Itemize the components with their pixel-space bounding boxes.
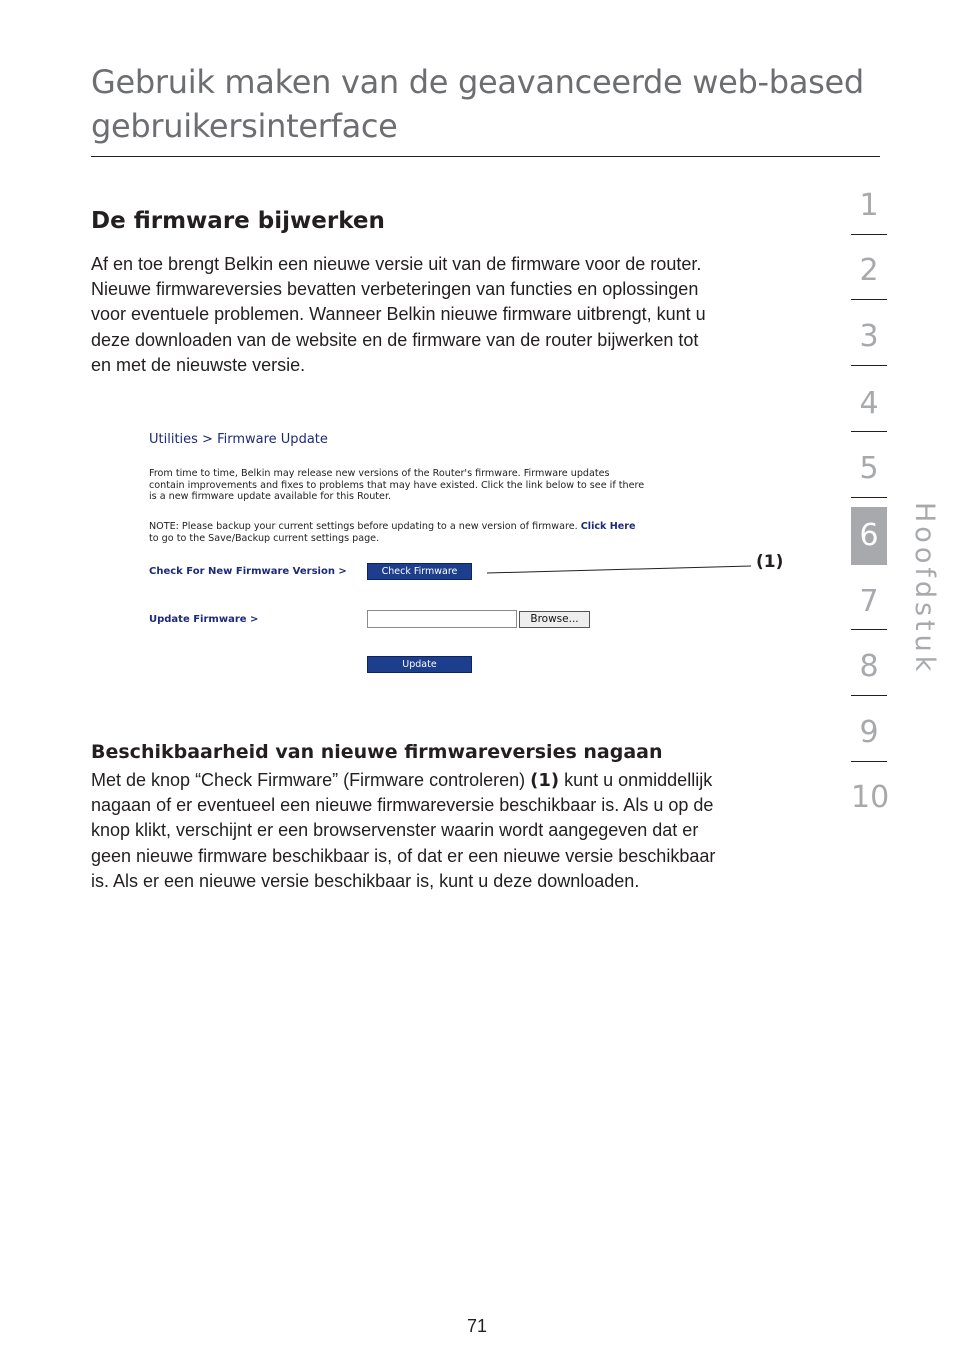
- section-paragraph-availability: [91, 768, 811, 894]
- section-heading-firmware: De firmware bijwerken: [91, 208, 385, 234]
- page-title-line-1: Gebruik maken van de geavanceerde web-based: [91, 63, 864, 101]
- paragraph-line: is. Als er een nieuwe versie beschikbaar is, kunt u deze downloaden.: [91, 870, 640, 891]
- chapter-divider: [851, 761, 887, 762]
- check-firmware-button[interactable]: Check Firmware: [367, 563, 472, 580]
- callout-line: [487, 560, 753, 576]
- chapter-divider: [851, 234, 887, 235]
- chapter-9[interactable]: 9: [859, 715, 879, 750]
- intro-line: From time to time, Belkin may release new versions of the Router's firmware. Firmware updates: [149, 468, 610, 479]
- chapter-divider: [851, 629, 887, 630]
- chapter-1[interactable]: 1: [859, 188, 879, 223]
- intro-text: [149, 468, 689, 503]
- chapter-divider: [851, 497, 887, 498]
- paragraph-line: knop klikt, verschijnt er een browservenster waarin wordt aangegeven dat er: [91, 820, 699, 841]
- note-line: to go to the Save/Backup current settings page.: [149, 532, 380, 544]
- chapter-6-active[interactable]: 6: [851, 507, 887, 565]
- chapter-divider: [851, 431, 887, 432]
- chapter-10[interactable]: 10: [851, 780, 890, 815]
- paragraph-line: Nieuwe firmwareversies bevatten verbeteringen van functies en oplossingen: [91, 279, 699, 300]
- section-paragraph-firmware: [91, 252, 811, 378]
- intro-line: is a new firmware update available for this Router.: [149, 491, 392, 503]
- paragraph-line: deze downloaden van de website en de firmware van de router bijwerken tot: [91, 329, 699, 350]
- paragraph-line: voor eventuele problemen. Wanneer Belkin nieuwe firmware uitbrengt, kunt u: [91, 304, 706, 325]
- title-divider: [91, 156, 880, 157]
- paragraph-line: nagaan of er eventueel een nieuwe firmwareversie beschikbaar is. Als u op de: [91, 795, 714, 816]
- click-here-link[interactable]: Click Here: [580, 521, 636, 532]
- paragraph-text: kunt u onmiddellijk: [559, 770, 713, 790]
- section-heading-availability: Beschikbaarheid van nieuwe firmwareversies nagaan: [91, 741, 663, 763]
- chapter-divider: [851, 365, 887, 366]
- chapter-7[interactable]: 7: [859, 584, 879, 619]
- paragraph-line: en met de nieuwste versie.: [91, 354, 306, 375]
- chapter-5[interactable]: 5: [859, 451, 879, 486]
- chapter-2[interactable]: 2: [859, 253, 879, 288]
- note-text: [149, 521, 689, 544]
- chapter-8[interactable]: 8: [859, 649, 879, 684]
- check-firmware-label: Check For New Firmware Version >: [149, 566, 347, 577]
- paragraph-line: Af en toe brengt Belkin een nieuwe versie uit van de firmware voor de router.: [91, 254, 702, 274]
- callout-reference: (1): [530, 770, 560, 791]
- browse-button[interactable]: Browse...: [519, 611, 590, 628]
- chapter-divider: [851, 299, 887, 300]
- chapter-3[interactable]: 3: [859, 319, 879, 354]
- chapter-label: Hoofdstuk: [909, 502, 940, 676]
- page-title: [91, 60, 881, 148]
- firmware-file-input[interactable]: [367, 610, 517, 628]
- update-firmware-label: Update Firmware >: [149, 614, 259, 625]
- callout-label: (1): [756, 552, 784, 572]
- intro-line: contain improvements and fixes to problems that may have existed. Click the link below to see if there: [149, 479, 645, 491]
- breadcrumb: Utilities > Firmware Update: [149, 432, 328, 447]
- paragraph-text: Met de knop “Check Firmware” (Firmware controleren): [91, 770, 531, 790]
- chapter-divider: [851, 695, 887, 696]
- update-button[interactable]: Update: [367, 656, 472, 673]
- note-line: NOTE: Please backup your current settings before updating to a new version of firmware.: [149, 521, 578, 532]
- chapter-4[interactable]: 4: [859, 386, 879, 421]
- page-number: 71: [466, 1316, 488, 1336]
- paragraph-line: geen nieuwe firmware beschikbaar is, of dat er een nieuwe versie beschikbaar: [91, 845, 716, 866]
- page-title-line-2: gebruikersinterface: [91, 107, 398, 145]
